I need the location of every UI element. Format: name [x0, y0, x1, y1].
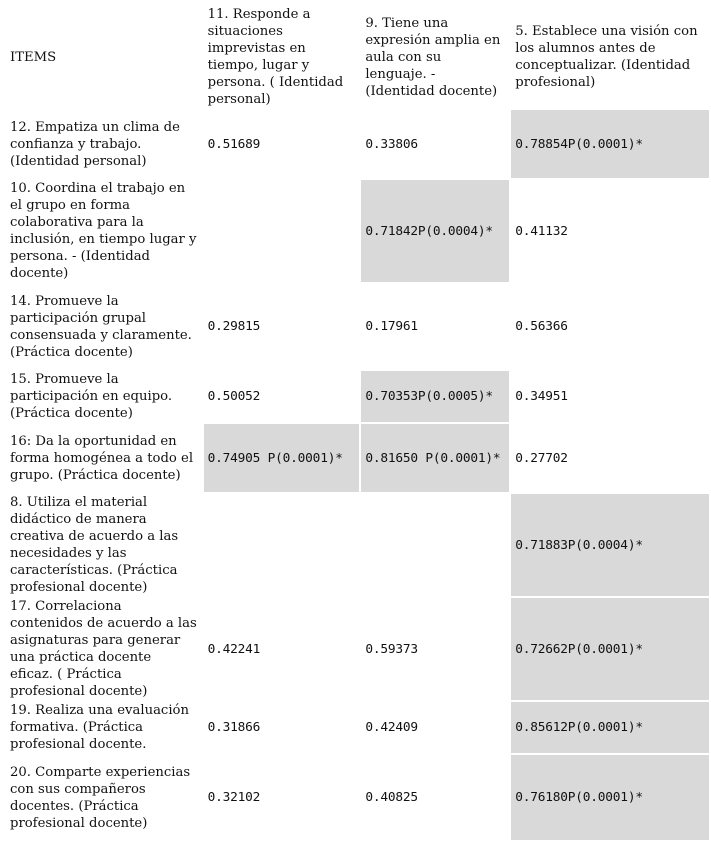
table-row	[6, 284, 709, 369]
cell-col-5: 0.56366	[515, 319, 568, 334]
row-item-label: 8. Utiliza el material didáctico de manera creativa de acuerdo a las necesidades y las características. (Práctica profesional docente)	[10, 495, 179, 595]
row-item-label: 17. Correlaciona contenidos de acuerdo a las asignaturas para generar una práctica docente eficaz. ( Práctica profesional docente)	[10, 599, 197, 699]
cell-col-9: 0.59373	[365, 641, 418, 657]
header-col-9: 9. Tiene una expresión amplia en aula con su lenguaje. - (Identidad docente)	[365, 15, 501, 99]
table-row	[6, 702, 709, 753]
cell-col-9-significant: 0.70353P(0.0005)*	[361, 371, 509, 422]
header-row	[6, 6, 709, 108]
table-row	[6, 371, 709, 422]
correlation-table	[4, 4, 711, 842]
cell-col-11	[204, 494, 360, 596]
cell-col-11-significant: 0.74905 P(0.0001)*	[204, 424, 360, 492]
row-item-label: 20. Comparte experiencias con sus compañeros docentes. (Práctica profesional docente)	[10, 764, 191, 831]
cell-col-11: 0.31866	[207, 720, 261, 735]
header-items: ITEMS	[10, 49, 57, 65]
table-row	[6, 755, 709, 840]
row-item-label: 10. Coordina el trabajo en el grupo en forma colaborativa para la inclusión, en tiempo lugar y persona. - (Identidad docente)	[10, 181, 197, 281]
cell-col-11: 0.32102	[207, 790, 261, 805]
cell-col-11: 0.51689	[207, 136, 261, 152]
cell-col-9: 0.33806	[365, 136, 418, 152]
cell-col-5-significant: 0.78854P(0.0001)*	[511, 110, 709, 178]
cell-col-11: 0.29815	[207, 319, 261, 334]
cell-col-5: 0.27702	[515, 450, 568, 466]
table-row	[6, 598, 709, 700]
cell-col-11: 0.42241	[207, 641, 261, 657]
table-row	[6, 110, 709, 178]
cell-col-9	[361, 494, 509, 596]
cell-col-11: 0.50052	[207, 389, 261, 404]
table-row	[6, 180, 709, 282]
cell-col-5-significant: 0.76180P(0.0001)*	[511, 755, 709, 840]
header-col-5: 5. Establece una visión con los alumnos antes de conceptualizar. (Identidad profesional)	[515, 24, 698, 90]
row-item-label: 15. Promueve la participación en equipo. (Práctica docente)	[10, 372, 173, 421]
table-row	[6, 494, 709, 596]
cell-col-11	[204, 180, 360, 282]
row-item-label: 14. Promueve la participación grupal consensuada y claramente. (Práctica docente)	[10, 293, 192, 360]
header-col-11: 11. Responde a situaciones imprevistas en tiempo, lugar y persona. ( Identidad personal)	[207, 7, 344, 107]
cell-col-9: 0.17961	[365, 319, 418, 334]
cell-col-5-significant: 0.72662P(0.0001)*	[511, 598, 709, 700]
row-item-label: 12. Empatiza un clima de confianza y trabajo. (Identidad personal)	[10, 119, 180, 169]
table-row	[6, 424, 709, 492]
cell-col-9-significant: 0.71842P(0.0004)*	[361, 180, 509, 282]
cell-col-9: 0.40825	[365, 790, 418, 805]
cell-col-5: 0.41132	[515, 223, 568, 239]
row-item-label: 16: Da la oportunidad en forma homogénea a todo el grupo. (Práctica docente)	[10, 433, 194, 483]
cell-col-9-significant: 0.81650 P(0.0001)*	[361, 424, 509, 492]
cell-col-5-significant: 0.71883P(0.0004)*	[511, 494, 709, 596]
cell-col-5-significant: 0.85612P(0.0001)*	[511, 702, 709, 753]
cell-col-5: 0.34951	[515, 389, 568, 404]
row-item-label: 19. Realiza una evaluación formativa. (Práctica profesional docente.	[10, 703, 189, 752]
cell-col-9: 0.42409	[365, 720, 418, 735]
